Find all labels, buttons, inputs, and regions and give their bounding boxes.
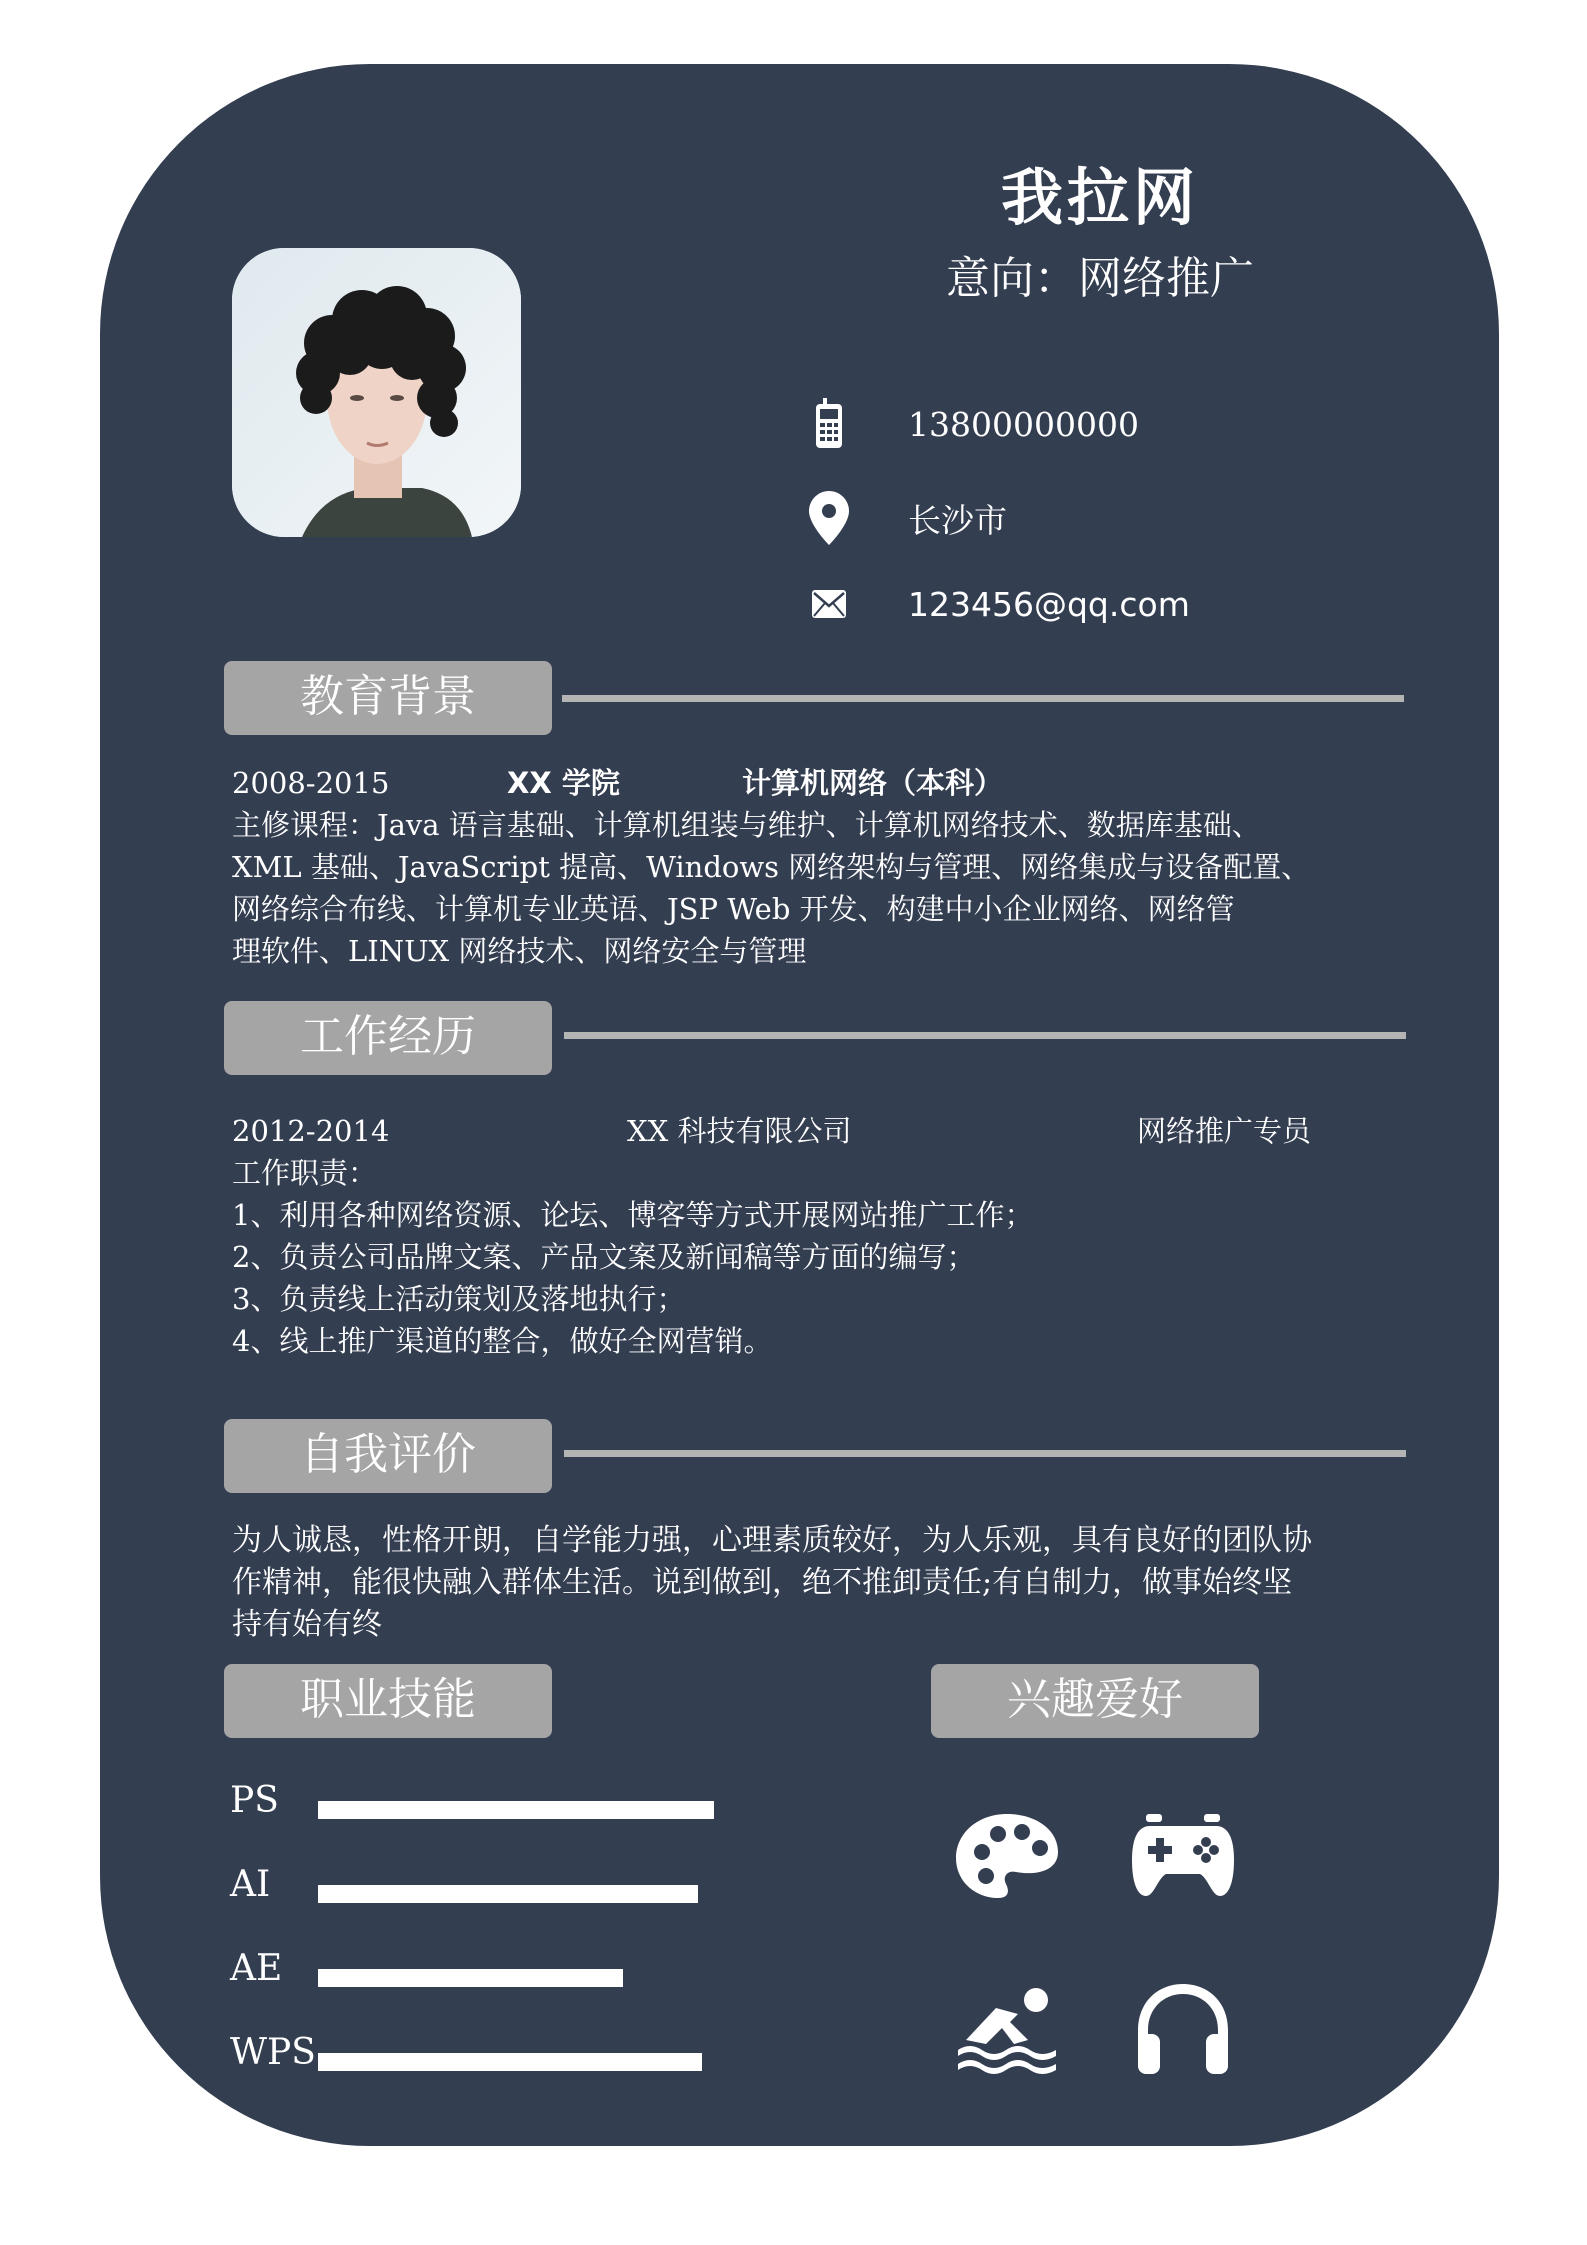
- self-eval-line: 为人诚恳，性格开朗，自学能力强，心理素质较好，为人乐观，具有良好的团队协: [232, 1523, 1312, 1558]
- self-eval-text: [232, 1520, 1312, 1646]
- skill-label: PS: [230, 1780, 279, 1821]
- self-eval-line: 作精神，能很快融入群体生活。说到做到，绝不推卸责任;有自制力，做事始终坚: [232, 1565, 1293, 1600]
- contact-email: [808, 574, 1190, 634]
- education-major: 计算机网络（本科）: [742, 766, 1004, 800]
- duties-title: 工作职责：: [232, 1156, 378, 1190]
- email-address: 123456@qq.com: [908, 584, 1190, 624]
- skill-bar: [318, 1885, 698, 1903]
- course-line: 主修课程：Java 语言基础、计算机组装与维护、计算机网络技术、数据库基础、: [232, 808, 1261, 842]
- skill-label: AI: [230, 1864, 271, 1905]
- section-title-self-eval: 自我评价: [224, 1419, 552, 1493]
- course-line: 理软件、LINUX 网络技术、网络安全与管理: [232, 934, 807, 968]
- work-company: XX 科技有限公司: [627, 1114, 852, 1148]
- work-position: 网络推广专员: [1137, 1114, 1312, 1148]
- education-period: 2008-2015: [232, 766, 390, 800]
- skill-bar: [318, 1801, 714, 1819]
- skill-bar: [318, 1969, 623, 1987]
- duty-item: 2、负责公司品牌文案、产品文案及新闻稿等方面的编写；: [232, 1240, 976, 1274]
- job-intent: 意向：网络推广: [946, 253, 1254, 304]
- duty-item: 4、线上推广渠道的整合，做好全网营销。: [232, 1324, 773, 1358]
- skill-label: AE: [230, 1948, 283, 1989]
- palette-icon: [952, 1808, 1062, 1908]
- profile-photo: [232, 248, 521, 537]
- skill-label: WPS: [230, 2032, 316, 2073]
- contact-phone: [808, 394, 1139, 454]
- swimming-icon: [952, 1978, 1062, 2078]
- skill-bar: [318, 2053, 702, 2071]
- section-divider: [562, 695, 1404, 702]
- work-duties: [232, 1152, 1033, 1362]
- section-title-education: 教育背景: [224, 661, 552, 735]
- city: 长沙市: [908, 500, 1007, 540]
- location-pin-icon: [808, 490, 850, 546]
- phone-number: 13800000000: [908, 404, 1139, 444]
- education-courses: [232, 804, 1310, 972]
- headphones-icon: [1128, 1978, 1238, 2078]
- self-eval-line: 持有始有终: [232, 1607, 382, 1642]
- section-title-hobbies: 兴趣爱好: [931, 1664, 1259, 1738]
- course-line: 网络综合布线、计算机专业英语、JSP Web 开发、构建中小企业网络、网络管: [232, 892, 1235, 926]
- duty-item: 3、负责线上活动策划及落地执行；: [232, 1282, 686, 1316]
- phone-icon: [808, 396, 850, 452]
- gamepad-icon: [1128, 1808, 1238, 1908]
- duty-item: 1、利用各种网络资源、论坛、博客等方式开展网站推广工作；: [232, 1198, 1034, 1232]
- education-school: XX 学院: [507, 766, 620, 800]
- section-title-skills: 职业技能: [224, 1664, 552, 1738]
- section-title-work: 工作经历: [224, 1001, 552, 1075]
- course-line: XML 基础、JavaScript 提高、Windows 网络架构与管理、网络集成与设备配置、: [232, 850, 1311, 884]
- work-period: 2012-2014: [232, 1114, 390, 1148]
- candidate-name: 我拉网: [1000, 161, 1199, 234]
- section-divider: [564, 1032, 1406, 1039]
- contact-city: [808, 488, 1007, 548]
- section-divider: [564, 1450, 1406, 1457]
- envelope-icon: [808, 576, 850, 632]
